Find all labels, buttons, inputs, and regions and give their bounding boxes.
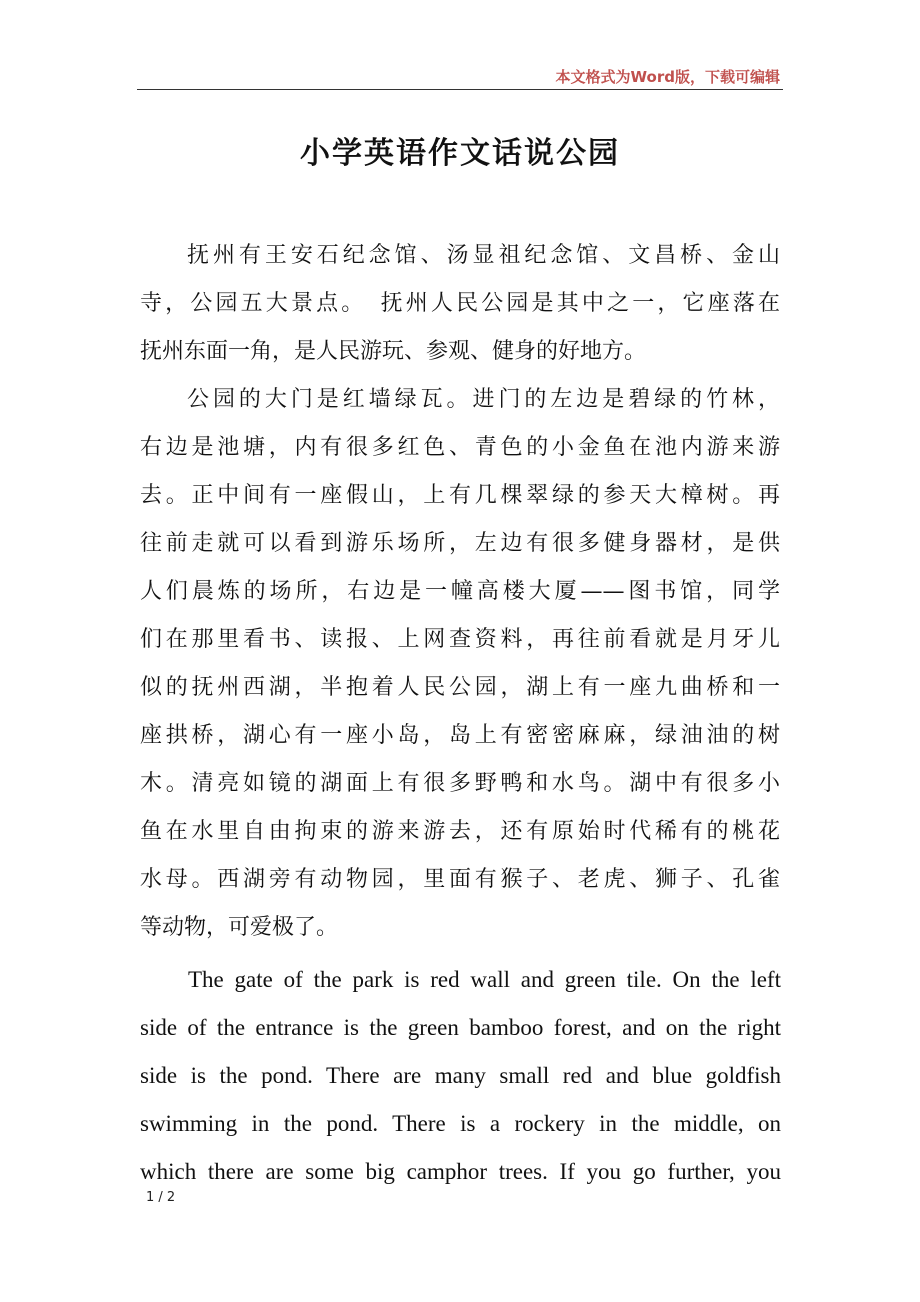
- paragraph-line: 抚州有王安石纪念馆、汤显祖纪念馆、文昌桥、金山: [187, 243, 780, 268]
- page-number: 1 / 2: [146, 1190, 176, 1205]
- paragraph-line: 往前走就可以看到游乐场所，左边有很多健身器材，是供: [140, 531, 780, 556]
- paragraph-line: 们在那里看书、读报、上网查资料，再往前看就是月牙儿: [140, 627, 780, 652]
- paragraph-line: 鱼在水里自由拘束的游来游去，还有原始时代稀有的桃花: [140, 819, 780, 844]
- paragraph-line: 木。清亮如镜的湖面上有很多野鸭和水鸟。湖中有很多小: [140, 771, 780, 796]
- paragraph-line: 公园的大门是红墙绿瓦。进门的左边是碧绿的竹林，: [187, 387, 780, 412]
- header-note: 本文格式为Word版，下载可编辑: [555, 68, 780, 86]
- paragraph-line: 等动物，可爱极了。: [140, 915, 339, 940]
- paragraph-line: 似的抚州西湖，半抱着人民公园，湖上有一座九曲桥和一: [140, 675, 780, 700]
- paragraph-line: swimming in the pond. There is a rockery in the middle, on: [140, 1111, 781, 1136]
- paragraph-line: side is the pond. There are many small red and blue goldfish: [140, 1063, 781, 1088]
- paragraph-line: 座拱桥，湖心有一座小岛，岛上有密密麻麻，绿油油的树: [140, 723, 780, 748]
- paragraph-line: 右边是池塘，内有很多红色、青色的小金鱼在池内游来游: [140, 435, 780, 460]
- paragraph-line: 去。正中间有一座假山，上有几棵翠绿的参天大樟树。再: [140, 483, 780, 508]
- document-title: 小学英语作文话说公园: [300, 136, 620, 171]
- paragraph-line: The gate of the park is red wall and green tile. On the left: [188, 967, 781, 992]
- header-rule: [137, 89, 783, 90]
- paragraph-line: which there are some big camphor trees. If you go further, you: [140, 1159, 781, 1184]
- paragraph-line: 抚州东面一角，是人民游玩、参观、健身的好地方。: [140, 339, 647, 364]
- paragraph-line: 水母。西湖旁有动物园，里面有猴子、老虎、狮子、孔雀: [140, 867, 780, 892]
- paragraph-line: side of the entrance is the green bamboo forest, and on the right: [140, 1015, 781, 1040]
- paragraph-line: 人们晨炼的场所，右边是一幢高楼大厦——图书馆，同学: [140, 579, 780, 604]
- paragraph-line: 寺，公园五大景点。 抚州人民公园是其中之一，它座落在: [140, 291, 780, 316]
